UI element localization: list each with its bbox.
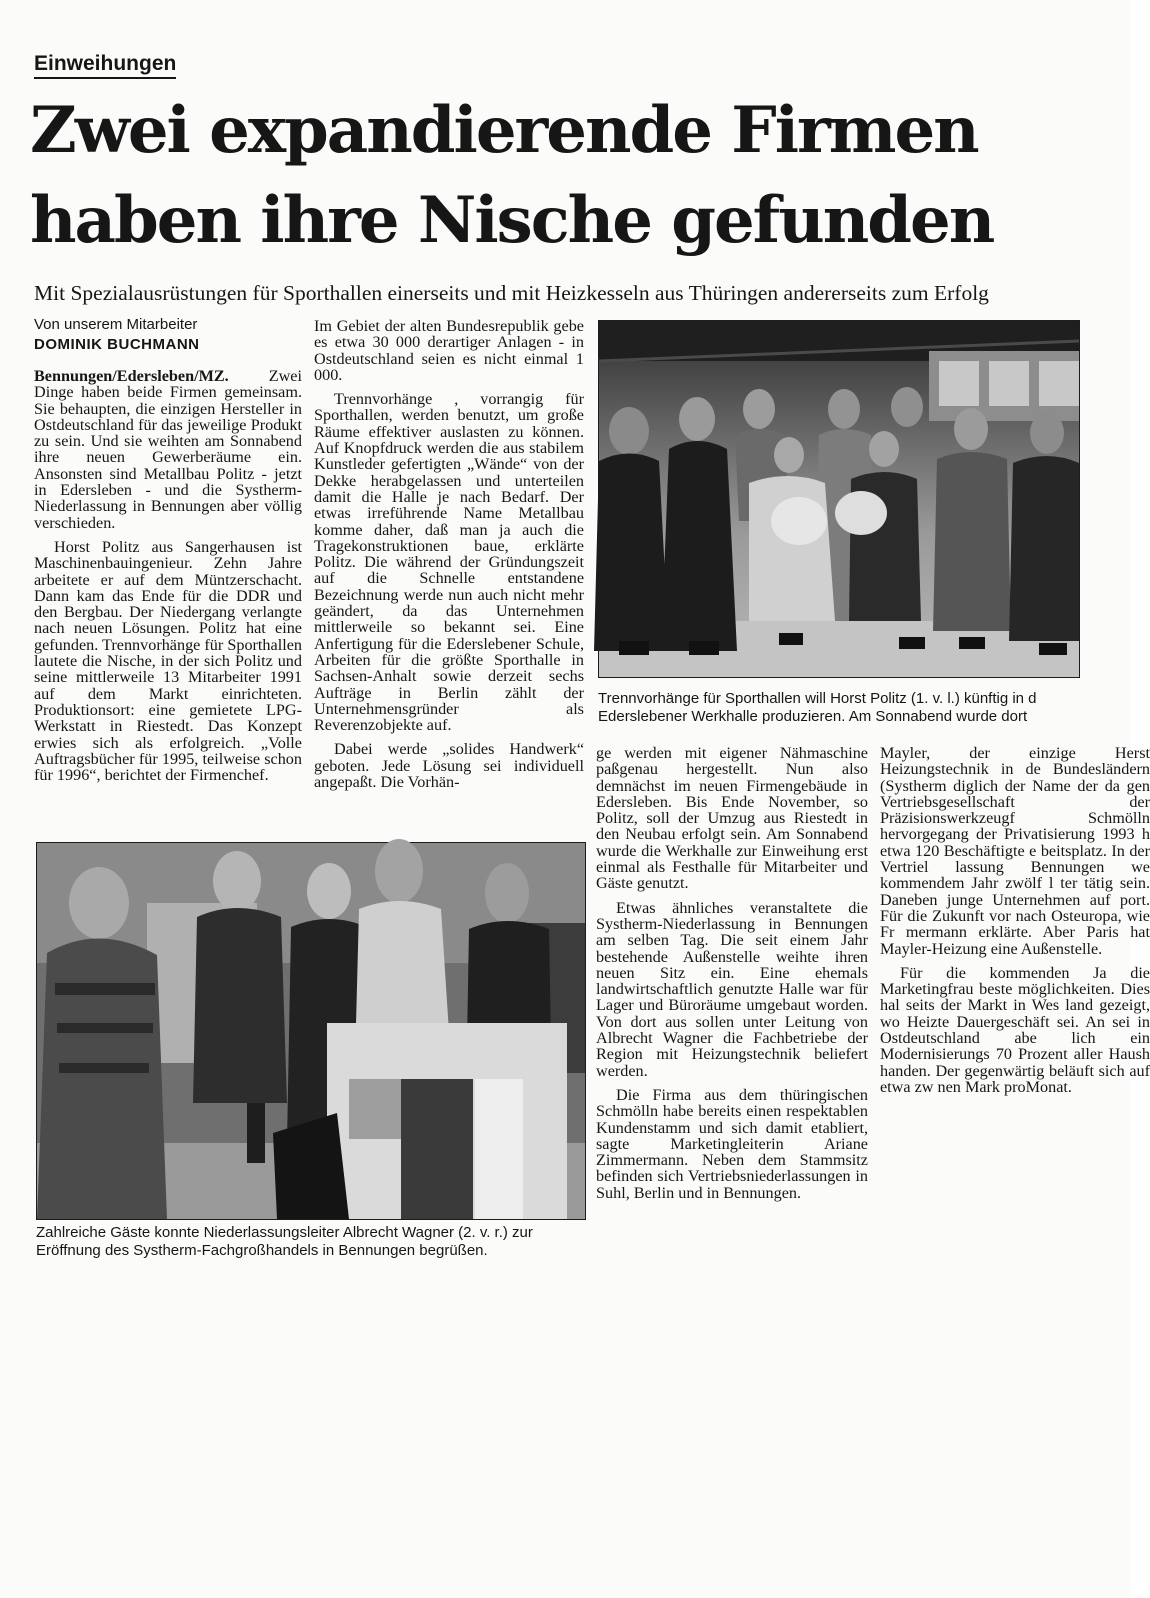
caption-line: Eröffnung des Systherm-Fachgroßhandels in Bennungen begrüßen. — [36, 1242, 488, 1259]
photo-systherm — [36, 842, 586, 1220]
subheadline: Mit Spezialausrüstungen für Sporthallen einerseits und mit Heizkesseln aus Thüringen andererseits zum Erfolg — [34, 281, 989, 305]
paragraph: Für die kommenden Ja die Marketingfrau beste möglichkeiten. Dies hal seits der Markt in Wes land gezeigt, wo Heizte Dauergeschäft sei. An sei in Ostdeutschland abe lich ein Modernisierungs 70 Prozent aller Haush handen. Der gegenwärtig beläuft sich auf etwa zw nen Mark proMonat. — [880, 963, 1150, 1096]
paragraph: ge werden mit eigener Nähmaschine paßgenau hergestellt. Nun also demnächst im neuen Firmengebäude in Edersleben. Bis Ende November, so Politz, soll der Umzug aus Riestedt in den Neubau erfolgt sein. Am Sonnabend wurde die Werkhalle zur Einweihung erst einmal als Festhalle für Mitarbeiter und Gäste genutzt. — [596, 744, 868, 893]
paragraph: Die Firma aus dem thüringischen Schmölln habe bereits einen respektablen Kundenstamm und sich damit etabliert, sagte Marketingleiterin Ariane Zimmermann. Neben dem Stammsitz befinden sich Vertriebsniederlassungen in Suhl, Berlin und in Bennungen. — [596, 1085, 868, 1202]
photo-caption-top — [598, 690, 1078, 726]
paragraph: Dabei werde „solides Handwerk“ geboten. Jede Lösung sei individuell angepaßt. Die Vorhän- — [314, 740, 584, 792]
paragraph: Mayler, der einzige Herst Heizungstechnik in de Bundesländern (Systherm diglich der Name der da gen Vertriebsgesellschaft der Präzisionswerkzeugf Schmölln hervorgegang der Privatisierung 1993 h etwa 120 Beschäftigte e beitsplatz. In der Vertriel lassung Bennungen we kommendem Jahr zwölf l ter tätig sein. Daneben junge Unternehmen auf port. Für die Zukunft vor nach Osteuropa, wie Fr mermann erklärte. Aber Paris hat Mayler-Heizung eine Außenstelle. — [880, 744, 1150, 958]
paragraph-text: Zwei Dinge haben beide Firmen gemeinsam. Sie behaupten, die einzigen Hersteller in Ostdeutschland für das jeweilige Produkt zu sein. Und sie weihten am Sonnabend ihre neuen Gewerberäume ein. Ansonsten sind Metallbau Politz - jetzt in Edersleben - und die Systherm-Niederlassung in Bennungen aber völlig verschieden. — [34, 367, 302, 532]
caption-line: Ederslebener Werkhalle produzieren. Am Sonnabend wurde dort — [598, 708, 1028, 725]
paragraph: Horst Politz aus Sangerhausen ist Maschinenbauingenieur. Zehn Jahre arbeitete er auf dem Müntzerschacht. Dann kam das Ende für die DDR und den Bergbau. Der Niedergang verlangte nach neuen Lösungen. Politz hat eine gefunden. Trennvorhänge für Sporthallen lautete die Nische, in der sich Politz und seine mittlerweile 13 Mitarbeiter 1991 auf dem Markt einrichteten. Produktionsort: eine gemietete LPG-Werkstatt in Riestedt. Das Konzept erwies sich als erfolgreich. „Volle Auftragsbücher für 1995, teilweise schon für 1996“, berichtet der Firmenchef. — [34, 537, 302, 785]
byline-name: DOMINIK BUCHMANN — [34, 336, 200, 353]
dateline: Bennungen/Edersleben/MZ. — [34, 367, 229, 385]
photo-caption-bottom — [36, 1224, 596, 1260]
photo-werkhalle-image — [599, 321, 1079, 677]
photo-systherm-image — [37, 843, 585, 1219]
article-column-3 — [596, 745, 868, 1201]
caption-line: Zahlreiche Gäste konnte Niederlassungsleiter Albrecht Wagner (2. v. r.) zur — [36, 1224, 533, 1241]
section-rubric: Einweihungen — [34, 52, 176, 79]
article-column-2 — [314, 318, 584, 790]
byline-label: Von unserem Mitarbeiter — [34, 316, 198, 333]
headline-line-1: Zwei expandierende Firmen — [30, 93, 978, 168]
photo-werkhalle — [598, 320, 1080, 678]
article-column-4-content — [880, 745, 1150, 1095]
article-column-4 — [880, 744, 1150, 1265]
headline-line-2: haben ihre Nische gefunden — [30, 183, 994, 258]
paragraph — [34, 368, 302, 531]
paragraph: Trennvorhänge , vorrangig für Sporthallen, werden benutzt, um große Räume effektiver auslasten zu können. Auf Knopfdruck werden die aus stabilem Kunstleder gefertigten „Wände“ von der Dekke herabgelassen und unterteilen damit die Halle je nach Bedarf. Der etwas irreführende Name Metallbau komme daher, daß man ja auch die Tragekonstruktionen baue, erklärte Politz. Die während der Gründungszeit auf die Schnelle entstandene Bezeichnung werde nun auch nicht mehr geändert, da das Unternehmen mittlerweile so bekannt sei. Eine Anfertigung für die Ederslebener Schule, Arbeiten für die größte Sporthalle in Sachsen-Anhalt sowie derzeit sechs Aufträge in Berlin zählt der Unternehmensgründer als Reverenzobjekte auf. — [314, 390, 584, 735]
caption-line: Trennvorhänge für Sporthallen will Horst Politz (1. v. l.) künftig in d — [598, 690, 1037, 707]
article-column-1 — [34, 368, 302, 783]
paragraph: Etwas ähnliches veranstaltete die Systherm-Niederlassung in Bennungen am selben Tag. Die seit einem Jahr bestehende Außenstelle weihte ihren neuen Sitz ein. Eine ehemals landwirtschaftlich genutzte Halle war für Lager und Büroräume umgebaut worden. Von dort aus sollen unter Leitung von Albrecht Wagner die Fachbetriebe der Region mit Heizungstechnik beliefert werden. — [596, 898, 868, 1080]
paragraph: Im Gebiet der alten Bundesrepublik gebe es etwa 30 000 derartiger Anlagen - in Ostdeutschland seien es nicht einmal 1 000. — [314, 317, 584, 384]
headline — [30, 86, 1090, 266]
